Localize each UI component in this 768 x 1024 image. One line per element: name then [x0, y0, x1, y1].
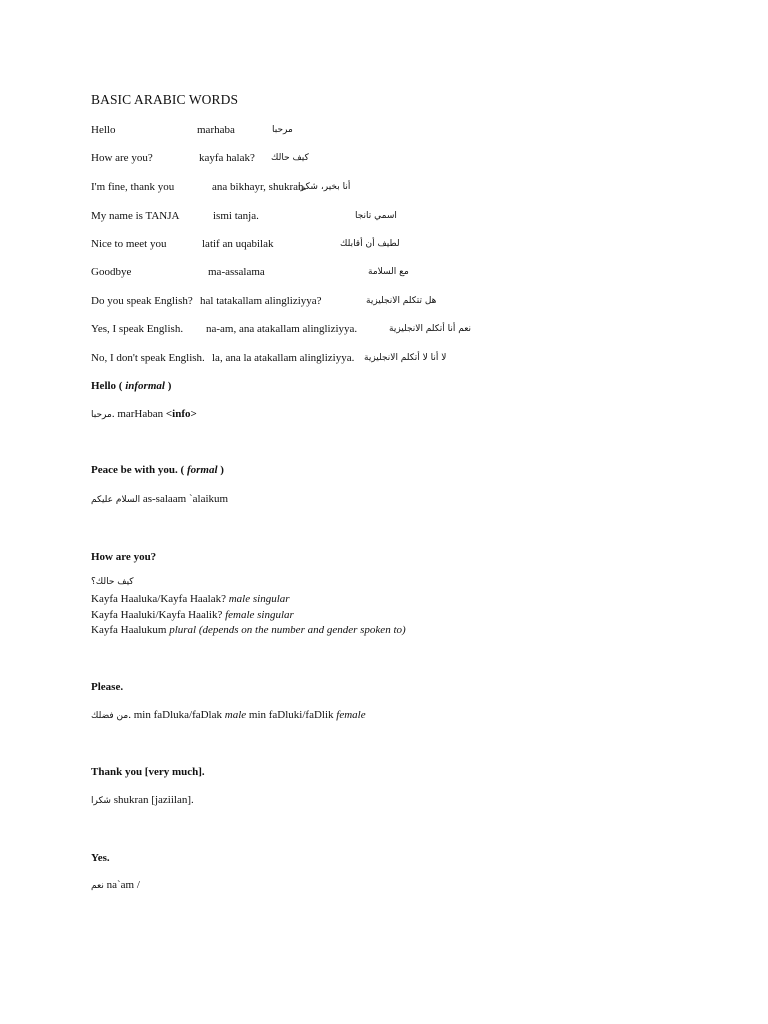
- section-heading: Thank you [very much].: [91, 766, 205, 778]
- page-title: BASIC ARABIC WORDS: [91, 92, 239, 107]
- transliteration-text: as-salaam `alaikum: [140, 493, 229, 505]
- phrase-arabic: أنا بخير، شكرا: [298, 182, 351, 192]
- phrase-transliteration: na-am, ana atakallam alingliziyya.: [206, 323, 358, 335]
- section-line: [91, 593, 290, 606]
- arabic-text: من فضلك: [91, 711, 129, 721]
- heading-emphasis: informal: [125, 380, 165, 392]
- phrase-english: How are you?: [91, 152, 153, 164]
- gender-note: male: [224, 709, 247, 721]
- transliteration-text: Kayfa Haalukum: [91, 624, 170, 636]
- gender-note: plural (depends on the number and gender spoken to): [169, 624, 406, 636]
- phrase-arabic: كيف حالك: [271, 153, 309, 163]
- section-line: [91, 408, 197, 422]
- phrase-arabic: لا أنا لا أتكلم الانجليزية: [364, 353, 447, 363]
- phrase-transliteration: ana bikhayr, shukran.: [212, 181, 307, 193]
- phrase-english: My name is TANJA: [91, 210, 180, 222]
- section-line: [91, 493, 228, 507]
- heading-text: ): [217, 464, 224, 476]
- phrase-english: Yes, I speak English.: [91, 323, 184, 335]
- heading-emphasis: formal: [186, 464, 218, 476]
- phrase-arabic: نعم أنا أتكلم الانجليزية: [389, 324, 472, 334]
- heading-text: ): [164, 380, 172, 392]
- arabic-text: السلام عليكم: [91, 495, 141, 505]
- gender-note: female singular: [225, 609, 294, 621]
- section-heading: [91, 380, 171, 393]
- transliteration-text: Kayfa Haaluki/Kayfa Haalik?: [91, 609, 226, 621]
- phrase-arabic: هل تتكلم الانجليزية: [366, 296, 437, 306]
- section-heading: Please.: [91, 681, 124, 693]
- phrase-transliteration: ismi tanja.: [213, 210, 259, 222]
- phrase-transliteration: latif an uqabilak: [202, 238, 274, 250]
- transliteration-text: Kayfa Haaluka/Kayfa Haalak?: [91, 593, 229, 605]
- phrase-english: No, I don't speak English.: [91, 352, 205, 364]
- phrase-arabic: اسمي تانجا: [355, 211, 397, 221]
- section-line: [91, 609, 294, 622]
- heading-text: Peace be with you. (: [91, 464, 187, 476]
- section-line: [91, 879, 140, 893]
- phrase-arabic: مرحبا: [272, 125, 293, 135]
- transliteration-text: shukran [jaziilan].: [110, 794, 194, 806]
- phrase-transliteration: marhaba: [197, 124, 235, 136]
- transliteration-text: min faDluki/faDlik: [246, 709, 337, 721]
- phrase-english: Nice to meet you: [91, 238, 167, 250]
- gender-note: male singular: [228, 593, 290, 605]
- section-line: [91, 794, 194, 808]
- section-line: [91, 709, 366, 723]
- section-line: [91, 624, 406, 637]
- phrase-english: I'm fine, thank you: [91, 181, 175, 193]
- transliteration-text: . min faDluka/faDlak: [128, 709, 225, 721]
- phrase-transliteration: kayfa halak?: [199, 152, 255, 164]
- phrase-english: Do you speak English?: [91, 295, 193, 307]
- phrase-arabic: مع السلامة: [368, 267, 409, 277]
- phrase-transliteration: la, ana la atakallam alingliziyya.: [212, 352, 355, 364]
- arabic-text: شكرا: [91, 796, 111, 806]
- phrase-arabic: لطيف أن أقابلك: [340, 239, 400, 249]
- gender-note: female: [336, 709, 366, 721]
- arabic-text: نعم: [91, 881, 104, 891]
- phrase-transliteration: ma-assalama: [208, 266, 265, 278]
- section-heading: [91, 464, 224, 477]
- transliteration-text: . marHaban: [111, 408, 166, 420]
- section-heading: How are you?: [91, 551, 157, 563]
- heading-text: Hello (: [91, 380, 126, 392]
- arabic-text: كيف حالك؟: [91, 577, 134, 587]
- info-tag: <info>: [165, 408, 197, 420]
- phrase-transliteration: hal tatakallam alingliziyya?: [200, 295, 322, 307]
- arabic-text: مرحبا: [91, 410, 112, 420]
- section-heading: Yes.: [91, 852, 110, 864]
- phrase-english: Goodbye: [91, 266, 132, 278]
- transliteration-text: na`am /: [103, 879, 140, 891]
- phrase-english: Hello: [91, 124, 116, 136]
